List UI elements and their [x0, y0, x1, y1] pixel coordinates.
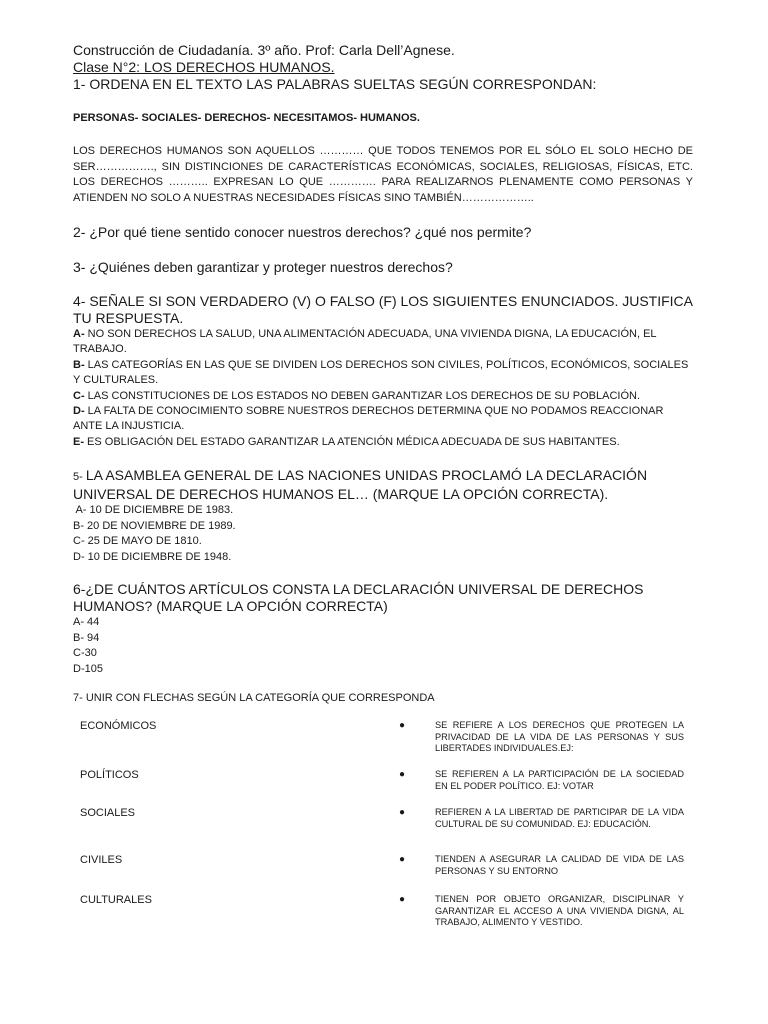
- question-number: 5-: [73, 471, 86, 484]
- statement-a: [73, 327, 693, 358]
- description-4: TIENDEN A ASEGURAR LA CALIDAD DE VIDA DE LAS PERSONAS Y SU ENTORNO: [435, 854, 684, 876]
- option-a: A- 44: [73, 616, 100, 629]
- bullet-icon: ●: [399, 894, 406, 906]
- option-d: D- 10 DE DICIEMBRE DE 1948.: [73, 550, 232, 563]
- option-b: B- 20 DE NOVIEMBRE DE 1989.: [73, 519, 236, 532]
- question-6-title: 6-¿DE CUÁNTOS ARTÍCULOS CONSTA LA DECLARACIÓN UNIVERSAL DE DERECHOS HUMANOS? (MARQUE LA OPCIÓN CORRECTA): [73, 581, 644, 615]
- statement-text: LAS CONSTITUCIONES DE LOS ESTADOS NO DEBEN GARANTIZAR LOS DERECHOS DE SU POBLACIÓN.: [84, 389, 641, 402]
- description-1: SE REFIERE A LOS DERECHOS QUE PROTEGEN LA PRIVACIDAD DE LA VIDA DE LAS PERSONAS Y SUS LIBERTADES INDIVIDUALES.EJ:: [435, 720, 684, 754]
- course-header: Construcción de Ciudadanía. 3º año. Prof: Carla Dell’Agnese.: [73, 42, 455, 58]
- statement-c: [73, 389, 693, 404]
- description-2: SE REFIEREN A LA PARTICIPACIÓN DE LA SOCIEDAD EN EL PODER POLÍTICO. EJ: VOTAR: [435, 769, 684, 791]
- statement-letter: D-: [73, 405, 85, 418]
- category-politicos: POLÍTICOS: [80, 769, 139, 782]
- category-civiles: CIVILES: [80, 854, 123, 867]
- question-5-options: [73, 503, 693, 565]
- option-a: A- 10 DE DICIEMBRE DE 1983.: [73, 504, 234, 517]
- statement-d: [73, 404, 693, 435]
- description-3: REFIEREN A LA LIBERTAD DE PARTICIPAR DE LA VIDA CULTURAL DE SU COMUNIDAD. EJ: EDUCACIÓN.: [435, 807, 684, 829]
- description-5: TIENEN POR OBJETO ORGANIZAR, DISCIPLINAR Y GARANTIZAR EL ACCESO A UNA VIVIENDA DIGNA, AL TRABAJO, ALIMENTO Y VESTIDO.: [435, 894, 684, 928]
- worksheet: [73, 42, 693, 944]
- question-4-items: [73, 327, 693, 450]
- statement-e: [73, 435, 693, 450]
- bullet-icon: ●: [399, 769, 406, 781]
- category-matcher: [73, 714, 693, 944]
- statement-text: LA FALTA DE CONOCIMIENTO SOBRE NUESTROS DERECHOS DETERMINA QUE NO PODAMOS REACCIONAR ANTE LA INJUSTICIA.: [73, 405, 664, 433]
- fill-in-paragraph: LOS DERECHOS HUMANOS SON AQUELLOS ………… QUE TODOS TENEMOS POR EL SÓLO EL SOLO HECHO DE SER……………., SIN DISTINCIONES DE CARACTERÍSTICAS ECONÓMICAS, SOCIALES, RELIGIOSAS, FÍSICAS, ETC. LOS DERECHOS ……….. EXPRESAN LO QUE …………. PARA REALIZARNOS PLENAMENTE COMO PERSONAS Y ATIENDEN NO SOLO A NUESTRAS NECESIDADES FÍSICAS SINO TAMBIÉN………………..: [73, 145, 693, 204]
- category-economicos: ECONÓMICOS: [80, 720, 157, 733]
- word-list: PERSONAS- SOCIALES- DERECHOS- NECESITAMOS- HUMANOS.: [73, 112, 420, 124]
- statement-text: LAS CATEGORÍAS EN LAS QUE SE DIVIDEN LOS DERECHOS SON CIVILES, POLÍTICOS, ECONÓMICOS, SOCIALES Y CULTURALES.: [73, 358, 689, 387]
- statement-text: NO SON DERECHOS LA SALUD, UNA ALIMENTACIÓN ADECUADA, UNA VIVIENDA DIGNA, LA EDUCACIÓN, EL TRABAJO.: [73, 328, 657, 356]
- class-title: Clase N°2: LOS DERECHOS HUMANOS.: [73, 59, 335, 75]
- statement-b: [73, 358, 693, 389]
- question-5-title: [73, 467, 693, 503]
- statement-letter: C-: [73, 389, 85, 402]
- category-culturales: CULTURALES: [80, 894, 152, 907]
- question-4-title: 4- SEÑALE SI SON VERDADERO (V) O FALSO (F) LOS SIGUIENTES ENUNCIADOS. JUSTIFICA TU RESPUESTA.: [73, 293, 693, 326]
- category-sociales: SOCIALES: [80, 807, 136, 820]
- option-c: C-30: [73, 647, 97, 660]
- question-7-title: 7- UNIR CON FLECHAS SEGÚN LA CATEGORÍA QUE CORRESPONDA: [73, 692, 435, 705]
- question-1-title: 1- ORDENA EN EL TEXTO LAS PALABRAS SUELTAS SEGÚN CORRESPONDAN:: [73, 76, 597, 92]
- question-2: 2- ¿Por qué tiene sentido conocer nuestros derechos? ¿qué nos permite?: [73, 224, 532, 240]
- bullet-icon: ●: [399, 854, 406, 866]
- question-6-options: [73, 615, 693, 677]
- statement-letter: E-: [73, 435, 84, 448]
- bullet-icon: ●: [399, 720, 406, 732]
- bullet-icon: ●: [399, 807, 406, 819]
- question-text: LA ASAMBLEA GENERAL DE LAS NACIONES UNIDAS PROCLAMÓ LA DECLARACIÓN UNIVERSAL DE DERECHOS HUMANOS EL… (MARQUE LA OPCIÓN CORRECTA).: [73, 467, 648, 503]
- option-b: B- 94: [73, 631, 100, 644]
- statement-letter: B-: [73, 358, 85, 371]
- statement-text: ES OBLIGACIÓN DEL ESTADO GARANTIZAR LA ATENCIÓN MÉDICA ADECUADA DE SUS HABITANTES.: [84, 435, 620, 448]
- option-d: D-105: [73, 662, 103, 675]
- question-3: 3- ¿Quiénes deben garantizar y proteger nuestros derechos?: [73, 259, 453, 275]
- statement-letter: A-: [73, 328, 85, 340]
- option-c: C- 25 DE MAYO DE 1810.: [73, 535, 202, 548]
